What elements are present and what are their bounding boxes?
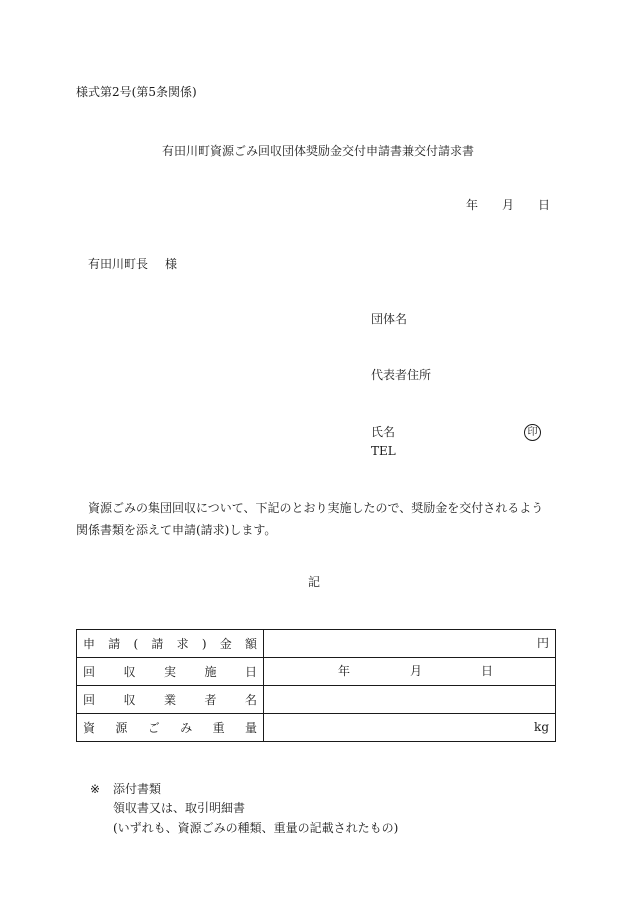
date-day: 日: [538, 198, 551, 212]
kg-unit: kg: [534, 720, 549, 734]
tel-label: TEL: [371, 444, 396, 458]
seal-mark-icon: 印: [524, 424, 541, 441]
table-row: [77, 686, 556, 714]
attachments-line-2: (いずれも、資源ごみの種類、重量の記載されたもの): [113, 821, 399, 835]
addressee-name: 有田川町長: [88, 257, 149, 271]
collection-year: 年: [338, 664, 351, 678]
representative-address-label: 代表者住所: [371, 368, 432, 382]
amount-label: 申請(請求)金額: [77, 630, 264, 658]
table-row: [77, 630, 556, 658]
collection-date-field: [264, 658, 556, 686]
weight-label: 資源ごみ重量: [77, 714, 264, 742]
application-statement: 資源ごみの集団回収について、下記のとおり実施したので、奨励金を交付されるよう関係書類を添えて申請(請求)します。: [76, 501, 544, 537]
document-title: 有田川町資源ごみ回収団体奨励金交付申請書兼交付請求書: [162, 144, 475, 158]
addressee-honorific: 様: [165, 257, 178, 271]
application-details-table: [76, 629, 556, 742]
attachments-line-1: 領収書又は、取引明細書: [113, 801, 246, 815]
collection-month: 月: [410, 664, 423, 678]
ki-heading: 記: [308, 575, 321, 589]
table-row: [77, 658, 556, 686]
note-mark: ※: [90, 782, 101, 796]
name-label: 氏名: [371, 425, 396, 439]
attachments-title: 添付書類: [113, 782, 162, 796]
addressee: [88, 256, 177, 272]
table-row: [77, 714, 556, 742]
yen-unit: 円: [536, 636, 549, 650]
date-line: [466, 197, 550, 213]
amount-field: [264, 630, 556, 658]
organization-name-label: 団体名: [371, 312, 408, 326]
weight-field: [264, 714, 556, 742]
collection-date-label: 回収実施日: [77, 658, 264, 686]
collection-day: 日: [481, 664, 494, 678]
collector-name-field: [264, 686, 556, 714]
date-month: 月: [502, 198, 515, 212]
date-year: 年: [466, 198, 479, 212]
collector-name-label: 回収業者名: [77, 686, 264, 714]
form-number: 様式第2号(第5条関係): [76, 85, 197, 99]
